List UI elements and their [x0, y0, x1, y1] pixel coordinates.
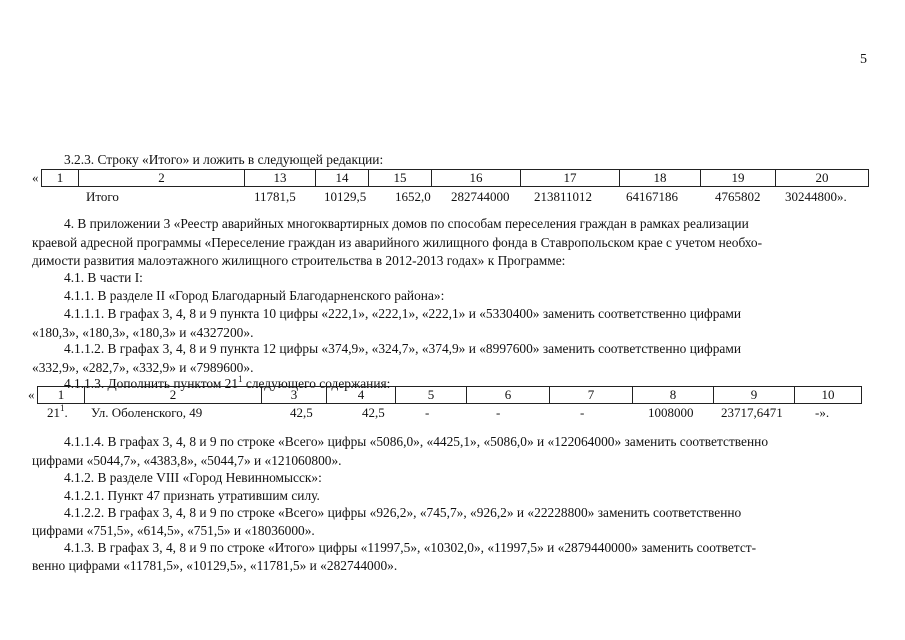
paragraph-4-1-1-2-line-2: «332,9», «282,7», «332,9» и «7989600». — [32, 360, 254, 375]
table2-header-cell: 8 — [633, 387, 714, 404]
table2-row-number-sup: 1 — [60, 403, 65, 413]
table1-header-row — [41, 169, 869, 187]
table1-open-quote: « — [32, 170, 39, 185]
paragraph-4-1-1-3-tail: следующего содержания: — [242, 376, 391, 391]
table2-cell: -». — [815, 405, 830, 420]
table2-header-row — [37, 386, 862, 404]
paragraph-4-1-1-4-line-2: цифрами «5044,7», «4383,8», «5044,7» и «121060800». — [32, 453, 342, 468]
table2-header-cell: 6 — [467, 387, 550, 404]
table2-data-row — [0, 405, 905, 421]
table2-header-cell: 10 — [795, 387, 862, 404]
table1-header-cell: 18 — [620, 170, 701, 187]
table1-cell: 11781,5 — [254, 189, 296, 204]
section-3-2-3-heading: 3.2.3. Строку «Итого» и ложить в следующей редакции: — [64, 152, 384, 167]
page-number: 5 — [860, 52, 867, 67]
paragraph-4-1-3-line-1: 4.1.3. В графах 3, 4, 8 и 9 по строке «Итого» цифры «11997,5», «10302,0», «11997,5» и «2879440000» заменить соответст- — [64, 540, 757, 555]
table1-header-cell: 17 — [521, 170, 620, 187]
paragraph-4-1-2-1: 4.1.2.1. Пункт 47 признать утратившим силу. — [64, 488, 320, 503]
table1-header-cell: 1 — [42, 170, 79, 187]
table2-cell: 42,5 — [362, 405, 385, 420]
paragraph-4-1-1-4-line-1: 4.1.1.4. В графах 3, 4, 8 и 9 по строке «Всего» цифры «5086,0», «4425,1», «5086,0» и «122064000» заменить соответственно — [64, 434, 769, 449]
table2-cell: - — [580, 405, 585, 420]
table1-cell: Итого — [86, 189, 119, 204]
paragraph-4-1-1: 4.1.1. В разделе II «Город Благодарный Благодарненского района»: — [64, 288, 445, 303]
table1-data-row — [0, 189, 905, 205]
table2-cell: Ул. Оболенского, 49 — [91, 405, 203, 420]
table2-header-cell: 2 — [85, 387, 262, 404]
table2-row-number-dot: . — [64, 405, 68, 420]
table2-header-cell: 9 — [714, 387, 795, 404]
table2-cell: - — [496, 405, 501, 420]
paragraph-4-1-3-line-2: венно цифрами «11781,5», «10129,5», «11781,5» и «282744000». — [32, 558, 398, 573]
paragraph-4-1-2-2-line-2: цифрами «751,5», «614,5», «751,5» и «18036000». — [32, 523, 315, 538]
paragraph-4-1-1-1-line-2: «180,3», «180,3», «180,3» и «4327200». — [32, 325, 254, 340]
table2-row-number-value: 21 — [47, 405, 60, 420]
paragraph-4-line-1: 4. В приложении 3 «Реестр аварийных многоквартирных домов по способам переселения граждан в рамках реализации — [64, 216, 749, 231]
table2-header-cell: 4 — [327, 387, 396, 404]
paragraph-4-1-1-3-text: 4.1.1.3. Дополнить пунктом 21 — [64, 376, 239, 391]
table2-cell: 1008000 — [648, 405, 694, 420]
table1-cell: 213811012 — [534, 189, 593, 204]
table2-cell: - — [425, 405, 430, 420]
table1-header-cell: 19 — [701, 170, 776, 187]
table1-header-cell: 20 — [776, 170, 869, 187]
paragraph-4-1-2: 4.1.2. В разделе VIII «Город Невинномысск»: — [64, 470, 322, 485]
paragraph-4-1: 4.1. В части I: — [64, 270, 143, 285]
paragraph-4-1-2-2-line-1: 4.1.2.2. В графах 3, 4, 8 и 9 по строке «Всего» цифры «926,2», «745,7», «926,2» и «22228800» заменить соответственно — [64, 505, 742, 520]
table1-header-cell: 16 — [432, 170, 521, 187]
table1-header-cell: 14 — [316, 170, 369, 187]
table2-cell: 23717,6471 — [721, 405, 783, 420]
table1-header-cell: 13 — [245, 170, 316, 187]
table2-header-cell: 1 — [38, 387, 85, 404]
paragraph-4-line-2: краевой адресной программы «Переселение граждан из аварийного жилищного фонда в Ставропольском крае с учетом необхо- — [32, 235, 763, 250]
table1-header-cell: 2 — [79, 170, 245, 187]
table2-row-number — [47, 405, 68, 421]
table1-cell: 4765802 — [715, 189, 761, 204]
paragraph-4-1-1-1-line-1: 4.1.1.1. В графах 3, 4, 8 и 9 пункта 10 цифры «222,1», «222,1», «222,1» и «5330400» заменить соответственно цифрами — [64, 306, 741, 321]
table1-cell: 64167186 — [626, 189, 678, 204]
table1-cell: 30244800». — [785, 189, 847, 204]
paragraph-4-1-1-3-sup: 1 — [238, 374, 243, 384]
table2-header-cell: 7 — [550, 387, 633, 404]
table1-header-cell: 15 — [369, 170, 432, 187]
table2-open-quote: « — [28, 387, 35, 402]
table2-header-cell: 5 — [396, 387, 467, 404]
table1-cell: 282744000 — [451, 189, 510, 204]
table1-cell: 10129,5 — [324, 189, 367, 204]
paragraph-4-line-3: димости развития малоэтажного жилищного строительства в 2012-2013 годах» к Программе: — [32, 253, 566, 268]
table1-cell: 1652,0 — [395, 189, 431, 204]
paragraph-4-1-1-2-line-1: 4.1.1.2. В графах 3, 4, 8 и 9 пункта 12 цифры «374,9», «324,7», «374,9» и «8997600» заменить соответственно цифрами — [64, 341, 741, 356]
table2-header-cell: 3 — [262, 387, 327, 404]
table2-cell: 42,5 — [290, 405, 313, 420]
